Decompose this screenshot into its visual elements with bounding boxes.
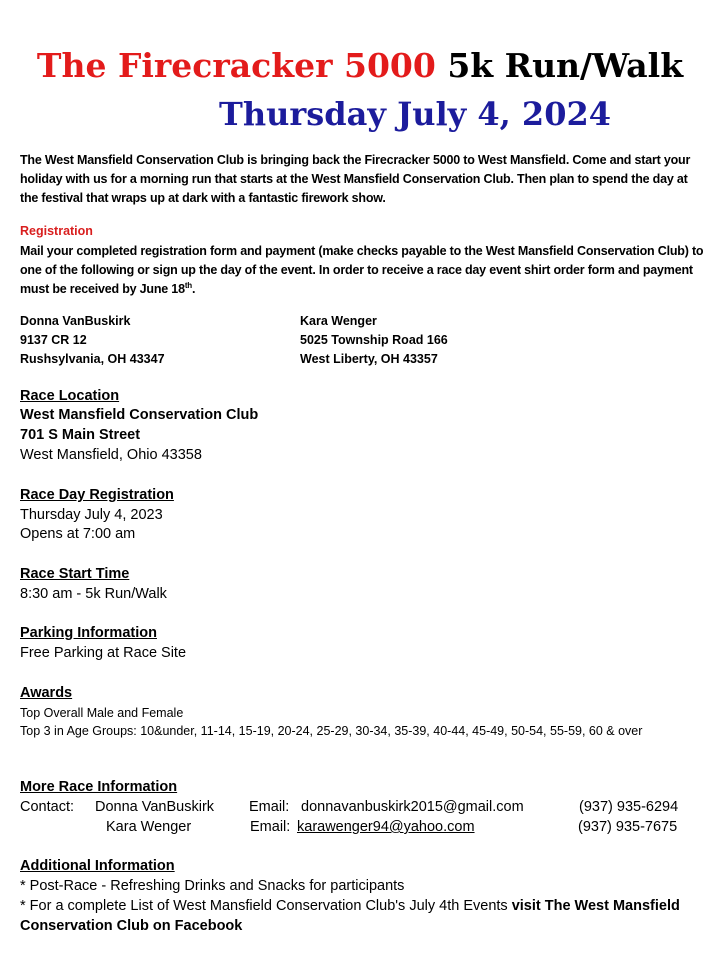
registration-body: Mail your completed registration form and payment (make checks payable to the West Mansfield Conservation Club) to one of the following or sign up the day of the event. In order to receive a race day event shirt order form and payment must be received by June 18 [20,244,704,296]
event-date: Thursday July 4, 2024 [219,95,611,133]
registration-sup: th [184,280,192,290]
additional-item-2-text: * For a complete List of West Mansfield Conservation Club's July 4th Events [20,898,512,914]
registration-text [20,242,710,299]
awards-line-1: Top Overall Male and Female [20,706,184,720]
awards-heading: Awards [20,685,73,701]
parking-line-1: Free Parking at Race Site [20,645,187,661]
race-location-heading: Race Location [20,388,120,404]
contact-label: Contact: [20,799,74,815]
race-start-heading: Race Start Time [20,566,130,582]
race-location-line-1: West Mansfield Conservation Club [20,407,259,423]
address-name: Kara Wenger [300,314,377,328]
contact-email[interactable]: donnavanbuskirk2015@gmail.com [301,799,524,815]
mail-address-2 [300,312,448,369]
address-city: West Liberty, OH 43357 [300,352,438,366]
awards-line-2: Top 3 in Age Groups: 10&under, 11-14, 15-19, 20-24, 25-29, 30-34, 35-39, 40-44, 45-49, 50-54, 55-59, 60 & over [20,724,643,738]
contact-phone: (937) 935-6294 [579,799,679,815]
address-street: 5025 Township Road 166 [300,333,448,347]
additional-item-1: * Post-Race - Refreshing Drinks and Snacks for participants [20,878,405,894]
contact-email-link[interactable]: karawenger94@yahoo.com [297,819,475,835]
intro-paragraph: The West Mansfield Conservation Club is bringing back the Firecracker 5000 to West Mansfield. Come and start your holiday with us for a morning run that starts at the West Mansfield Conservation Club. Then plan to spend the day at the festival that wraps up at dark with a fantastic firework show. [20,153,691,205]
registration-end: . [191,282,196,296]
contact-name: Kara Wenger [106,819,192,835]
parking-heading: Parking Information [20,625,157,641]
more-info-heading: More Race Information [20,779,178,795]
address-name: Donna VanBuskirk [20,314,131,328]
email-label: Email: [249,799,290,815]
registration-heading: Registration [20,224,93,238]
event-title-name: The Firecracker 5000 [36,46,436,85]
address-city: Rushsylvania, OH 43347 [20,352,165,366]
contact-row-2 [20,817,710,837]
race-day-registration-heading: Race Day Registration [20,487,174,503]
race-start-line-1: 8:30 am - 5k Run/Walk [20,586,167,602]
race-day-registration-line-2: Opens at 7:00 am [20,526,136,542]
event-title-type: 5k Run/Walk [447,46,684,85]
email-label: Email: [250,819,291,835]
additional-item-2 [20,896,700,936]
contact-row-1 [20,797,710,817]
race-location-line-3: West Mansfield, Ohio 43358 [20,447,202,463]
race-location-line-2: 701 S Main Street [20,427,141,443]
contact-phone: (937) 935-7675 [578,819,678,835]
additional-info-heading: Additional Information [20,858,175,874]
contact-name: Donna VanBuskirk [95,799,215,815]
facebook-link: visit The West Mansfield Conservation Club on Facebook [20,898,680,934]
address-street: 9137 CR 12 [20,333,87,347]
mail-address-1 [20,312,165,369]
event-title [0,44,720,88]
race-day-registration-line-1: Thursday July 4, 2023 [20,507,163,523]
